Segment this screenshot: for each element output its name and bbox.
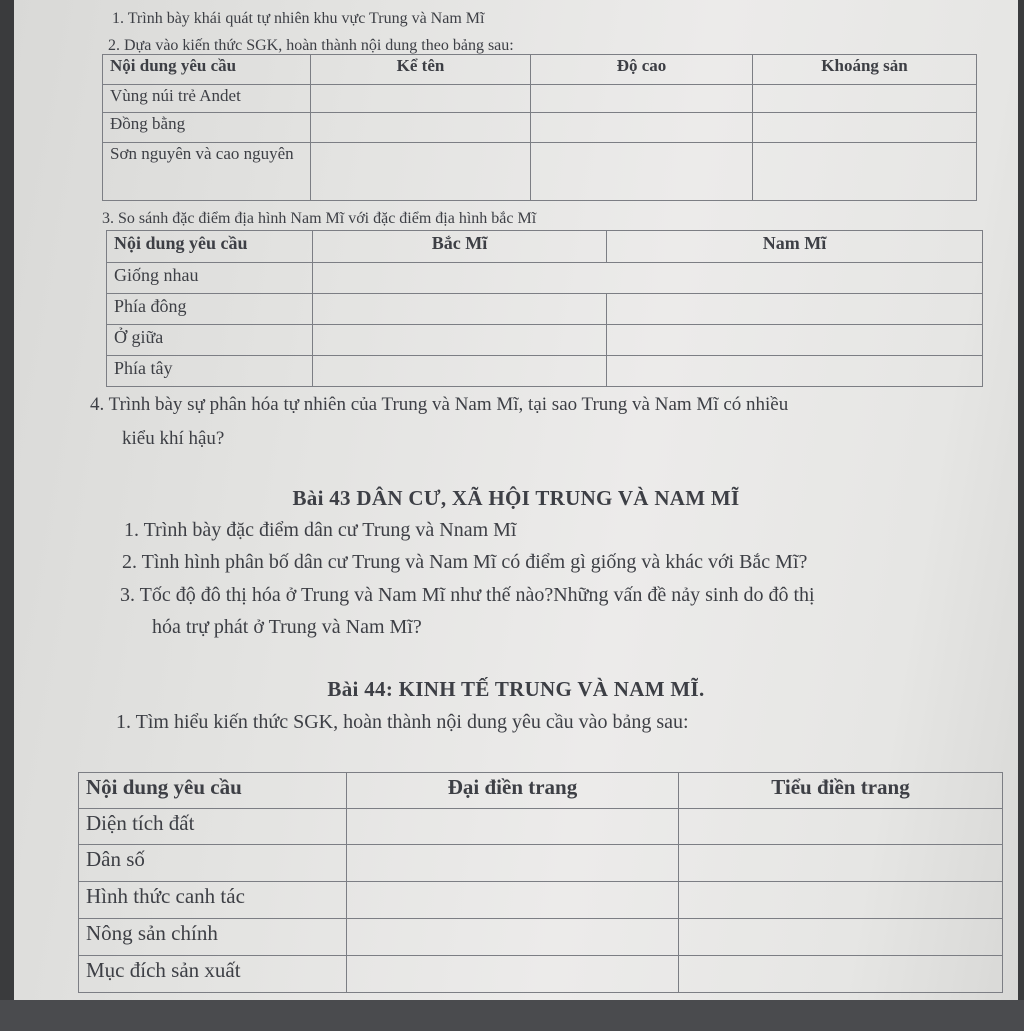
lesson-43-question-3: 3. Tốc độ đô thị hóa ở Trung và Nam Mĩ như thế nào?Những vấn đề nảy sinh do đô thị: [120, 584, 815, 606]
table-row-label: Mục đích sản xuất: [79, 956, 347, 993]
lesson-43-question-2: 2. Tình hình phân bố dân cư Trung và Nam Mĩ có điểm gì giống và khác với Bắc Mĩ?: [122, 551, 808, 573]
table-cell: [313, 294, 607, 325]
table-row-label: Hình thức canh tác: [79, 882, 347, 919]
table-cell: [531, 85, 753, 113]
table-row-label: Phía tây: [107, 356, 313, 387]
table-header: Nam Mĩ: [607, 231, 983, 263]
table-row-label: Vùng núi trẻ Andet: [103, 85, 311, 113]
table-cell: [679, 845, 1003, 882]
table-cell: [311, 85, 531, 113]
question-2: 2. Dựa vào kiến thức SGK, hoàn thành nội dung theo bảng sau:: [108, 37, 514, 54]
question-1: 1. Trình bày khái quát tự nhiên khu vực Trung và Nam Mĩ: [112, 10, 485, 27]
table-row-label: Sơn nguyên và cao nguyên: [103, 143, 311, 201]
table-header: Nội dung yêu cầu: [107, 231, 313, 263]
table-cell: [607, 325, 983, 356]
table-header: Đại điền trang: [347, 773, 679, 809]
table-cell: [679, 809, 1003, 845]
table-terrain-comparison: [106, 230, 983, 387]
table-header: Tiểu điền trang: [679, 773, 1003, 809]
table-cell: [679, 956, 1003, 993]
table-row-label: Nông sản chính: [79, 919, 347, 956]
table-cell: [753, 113, 977, 143]
table-cell: [607, 356, 983, 387]
table-header: Nội dung yêu cầu: [103, 55, 311, 85]
table-header: Kể tên: [311, 55, 531, 85]
lesson-44-title: Bài 44: KINH TẾ TRUNG VÀ NAM MĨ.: [327, 677, 705, 701]
table-cell: [313, 263, 983, 294]
lesson-43-question-1: 1. Trình bày đặc điểm dân cư Trung và Nnam Mĩ: [124, 519, 517, 541]
table-cell: [313, 356, 607, 387]
table-header: Độ cao: [531, 55, 753, 85]
background-edge: [0, 1000, 1024, 1031]
table-cell: [311, 113, 531, 143]
table-header: Nội dung yêu cầu: [79, 773, 347, 809]
table-economy: [78, 772, 1003, 993]
table-cell: [347, 809, 679, 845]
table-cell: [347, 882, 679, 919]
table-cell: [753, 143, 977, 201]
table-row-label: Ở giữa: [107, 325, 313, 356]
lesson-43-title: Bài 43 DÂN CƯ, XÃ HỘI TRUNG VÀ NAM MĨ: [292, 486, 740, 510]
worksheet-page: [14, 0, 1018, 1000]
table-cell: [347, 919, 679, 956]
table-cell: [753, 85, 977, 113]
question-3: 3. So sánh đặc điểm địa hình Nam Mĩ với đặc điểm địa hình bắc Mĩ: [102, 210, 537, 227]
table-row-label: Giống nhau: [107, 263, 313, 294]
lesson-43-question-3-continued: hóa trự phát ở Trung và Nam Mĩ?: [152, 616, 422, 638]
table-cell: [313, 325, 607, 356]
table-row-label: Phía đông: [107, 294, 313, 325]
table-row-label: Diện tích đất: [79, 809, 347, 845]
table-row-label: Đồng bằng: [103, 113, 311, 143]
table-row-label: Dân số: [79, 845, 347, 882]
question-4: 4. Trình bày sự phân hóa tự nhiên của Trung và Nam Mĩ, tại sao Trung và Nam Mĩ có nhiều: [90, 394, 789, 415]
lesson-44-question-1: 1. Tìm hiểu kiến thức SGK, hoàn thành nội dung yêu cầu vào bảng sau:: [116, 711, 689, 733]
table-cell: [531, 113, 753, 143]
table-header: Khoáng sản: [753, 55, 977, 85]
table-cell: [679, 882, 1003, 919]
table-cell: [347, 956, 679, 993]
table-cell: [607, 294, 983, 325]
question-4-continued: kiểu khí hậu?: [122, 428, 225, 449]
table-cell: [347, 845, 679, 882]
table-cell: [679, 919, 1003, 956]
table-cell: [531, 143, 753, 201]
table-header: Bắc Mĩ: [313, 231, 607, 263]
table-landforms: [102, 54, 977, 201]
table-cell: [311, 143, 531, 201]
